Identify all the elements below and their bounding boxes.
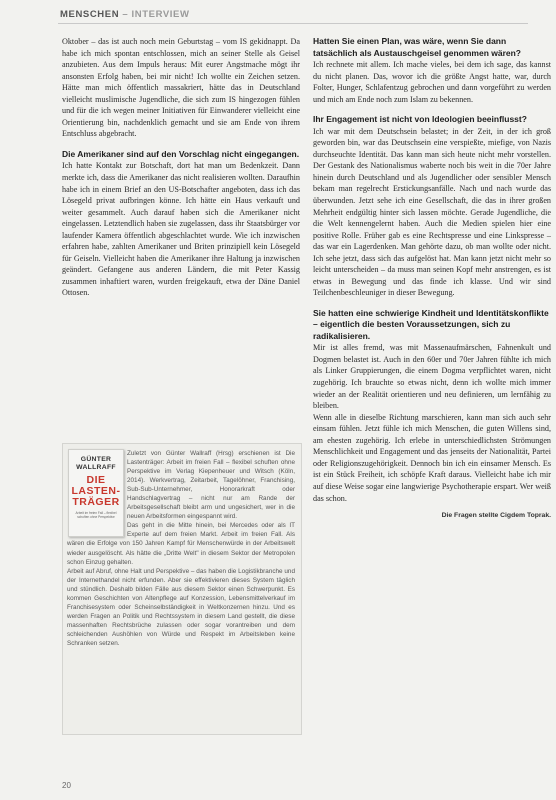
section-header	[60, 9, 190, 20]
question-heading: Ihr Engagement ist nicht von Ideologien beeinflusst?	[313, 114, 527, 125]
book-cover-subtitle: Arbeit im freien Fall – flexibel schuften ohne Perspektive	[75, 511, 117, 519]
answer-paragraph: Ich war mit dem Deutschsein belastet; in der Zeit, in der ich groß geworden bin, war das Deutschsein eine verspießte, miefige, von Nazis durchseuchte Identität. Das kann man sich heute nicht mehr vorstellen. Der Gestank des Nationalismus waberte noch bis weit in die 70er Jahre hinein durch Deutschland und als Jugendlicher oder sensibler Mensch bekam man regelrecht Erstickungsanfälle. Nach und nach wurde das überwunden. Jetzt sehe ich eine Gesellschaft, die das in ihrer großen Mehrheit endgültig hinter sich lassen möchte. Gerade Jugendliche, die die Welt kennengelernt haben. Auch die Medien spielen hier eine positive Rolle. Früher gab es eine Rechtspresse und eine Linkspresse – das war ein Lagerdenken. Man gehörte dazu, ob man wollte oder nicht. Ich sehe jetzt, dass sich das aufgelöst hat. Man kann jetzt nicht mehr so leicht unterscheiden – da muss man seinen Kopf mehr anstrengen, es ist etwas in Bewegung und das finde ich klasse. Und wir sind Teilchenbeschleuniger in dieser Bewegung.	[313, 126, 551, 298]
book-paragraph: Zuletzt von Günter Wallraff (Hrsg) erschienen ist Die Lastenträger: Arbeit im freien Fall – flexibel schuften ohne Perspektive im Verlag Kiepenheuer und Witsch (Köln, 2014). Werkvertrag, Zeitarbeit, Tagelöhner, Franchising, Sub-Sub-Unternehmer, Honorarkraft oder Handschlagvertrag – nicht nur am Rande der Arbeitsgesellschaft bleibt arm und ungesichert, wer in die neuen Arbeitsformen eingespannt wird.	[127, 450, 295, 521]
question-heading: Hatten Sie einen Plan, was wäre, wenn Sie dann tatsächlich als Austauschgeisel genommen wären?	[313, 36, 522, 58]
section-label: MENSCHEN	[60, 9, 120, 20]
header-rule	[58, 23, 528, 24]
cover-spacer	[67, 449, 127, 536]
interview-credit: Die Fragen stellte Cigdem Toprak.	[441, 512, 551, 520]
subsection-label: INTERVIEW	[131, 9, 190, 20]
book-cover-title: DIE LASTEN-TRÄGER	[71, 474, 121, 508]
answer-paragraph: Oktober – das ist auch noch mein Geburtstag – vom IS gekidnappt. Da habe ich mich spontan entschlossen, mich an seiner Stelle als Geisel anzubieten. Aus dem Impuls heraus: Mit eurer Angstmache mögt ihr ansonsten Erfolg haben, bei mir nicht! Ich wollte ein Zeichen setzen. Hätte man mich öffentlich massakriert, hätte das in Deutschland vielleicht muslimische Jugendliche, die sich zum IS hingezogen fühlen und für die ich wegen meiner Initiativen für Einwanderer vielleicht eine Orientierung bin, nachdenklich gemacht und sie am Ende von ihrem Entschluss abgebracht.	[62, 37, 300, 139]
book-info-box	[62, 443, 302, 735]
book-paragraph: Das geht in die Mitte hinein, bei Mercedes oder als IT Experte auf dem freien Markt. Arbeit im freien Fall. Als wären die Erfolge von 150 Jahren Kampf für Menschenwürde in der Arbeitswelt wieder ausgelöscht. Als hätte die „Dritte Welt" in diesem Sektor der Metropolen schon Einzug gehalten.	[67, 522, 295, 566]
answer-paragraph: Wenn alle in dieselbe Richtung marschieren, kann man sich auch sehr einsam fühlen. Jetzt fühle ich mich Menschen, die guten Willens sind, am ehesten zugehörig. Ich erlebe in unterschiedlichsten Strömungen Menschlichkeit und Engagement und das jenseits der Nationalität, Partei oder Religionszugehörigkeit. Dennoch bin ich ein einsamer Mensch. Es ist ein Stück Freiheit, ich schöpfe Kraft daraus. Vielleicht habe ich mir auf diese Weise sogar eine langwierige Psychotherapie erspart. Wer weiß das schon.	[313, 412, 551, 503]
book-cover-author: GÜNTER WALLRAFF	[76, 456, 116, 471]
question-heading: Die Amerikaner sind auf den Vorschlag nicht eingegangen.	[62, 148, 300, 159]
header-separator: –	[119, 9, 132, 20]
answer-paragraph: Ich rechnete mit allem. Ich mache vieles, bei dem ich sage, das kannst du nicht planen. Das, wovor ich die größte Angst hatte, war, durch Folter, Hunger, Schlafentzug gebrochen und dann vorgeführt zu werden und mich am Ende noch zum Islam zu bekennen.	[313, 60, 551, 104]
question-heading: Sie hatten eine schwierige Kindheit und Identitätskonflikte – eigentlich die besten Voraussetzungen, sich zu radikalisieren.	[313, 307, 549, 341]
book-paragraph: Arbeit auf Abruf, ohne Halt und Perspektive – das haben die Logistikbranche und der Internethandel nicht erfunden. Aber sie effektivieren dieses System täglich und stündlich. Deshalb bilden Fälle aus diesem Sektor einen Schwerpunkt. Es kommen Geschichten von Altenpflege auf Konzession, Lebensmittelverkauf im Franchisesystem oder Scheinselbständigkeit in Weltkonzernen hinzu. Und es werden Fragen an Politik und Rechtssystem in diesem Land gestellt, die diese massenhaften Rechtsbrüche zulassen oder sogar vorantreiben und dem schleichenden Aushöhlen von Würde und Respekt im Arbeitsleben keine Schranken setzen.	[67, 567, 295, 647]
right-column	[313, 36, 551, 522]
answer-paragraph: Mir ist alles fremd, was mit Massenaufmärschen, Fahnenkult und Dogmen belastet ist. Auch in den 60er und 70er Jahren fühlte ich mich als Linker Gruppierungen, die einem Dogma verpflichtet waren, nicht zugehörig. Ich brauchte so etwas nicht, denn ich wollte mich immer wieder an der Realität orientieren und neu definieren, um lernfähig zu bleiben.	[313, 343, 551, 411]
page-number: 20	[62, 781, 71, 790]
answer-paragraph: Ich hatte Kontakt zur Botschaft, dort hat man um Bedenkzeit. Dann merkte ich, dass die Amerikaner das nicht realisieren wollten. Daraufhin habe ich in einem Brief an den US-Botschafter angeboten, dass ich das Lösegeld privat aufbringen könne. Ich hätte ein Haus verkauft und weiter gesammelt. Auch darauf haben sich die Amerikaner nicht eingelassen. Letztendlich haben sie zugelassen, dass ihr Staatsbürger vor laufender Kamera öffentlich abgeschlachtet wurde. Wie ich inzwischen erfahren habe, zahlten Amerikaner und Briten prinzipiell kein Lösegeld für Geiseln. Vielleicht haben die Amerikaner ihre Haltung ja inzwischen geändert. Gefangene aus anderen Ländern, die mit Peter Kassig zusammen inhaftiert waren, wurden freigekauft, etwa der Däne Daniel Ottosen.	[62, 161, 300, 298]
left-column	[62, 36, 300, 299]
book-description	[67, 449, 295, 648]
